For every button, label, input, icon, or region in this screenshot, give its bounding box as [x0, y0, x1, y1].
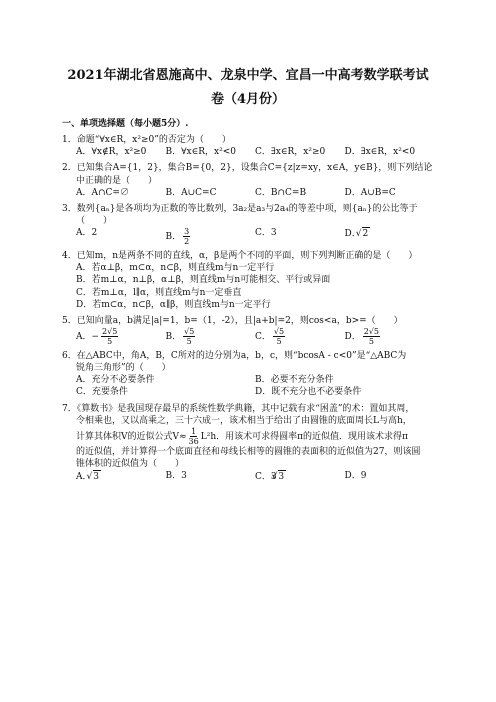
question-1-options [62, 146, 434, 158]
question-3-stem-cont: （ ） [76, 215, 113, 226]
question-2-options [62, 187, 434, 199]
option-d [345, 327, 435, 346]
option-d: D．既不充分也不必要条件 [255, 387, 362, 398]
question-7-options [62, 470, 434, 483]
question-4-option-d: D．若m⊂α，n⊂β，α∥β，则直线m与n一定平行 [76, 299, 271, 310]
exam-title-line1: 2021年湖北省恩施高中、龙泉中学、宜昌一中高考数学联考试 [67, 68, 429, 83]
denominator: 36 [188, 436, 199, 446]
option-c: C．3 [255, 228, 277, 239]
fraction [363, 327, 380, 346]
option-d: D．A∪B=C [344, 187, 396, 198]
option-a: A．∀x∉R，x²≥0 [76, 147, 147, 158]
sqrt-expression: √ 3 [93, 470, 101, 483]
question-6-stem-cont: 锐角三角形”的（ ） [76, 363, 171, 374]
option-a [76, 327, 166, 346]
question-3-options [62, 227, 434, 246]
sqrt-expression: √ 3 [278, 470, 286, 483]
exam-title-line2: 卷（4月份） [210, 92, 286, 107]
option-b: B．3 [165, 471, 187, 482]
question-7-line5: 锥体积的近似值为（ ） [76, 458, 185, 469]
denominator: 5 [276, 336, 282, 346]
question-4-option-c: C．若m⊥α，l∥α，则直线m与n一定垂直 [76, 287, 242, 298]
section-heading: 一、单项选择题（每小题5分）. [62, 119, 189, 129]
option-a: A．2 [76, 228, 98, 239]
question-4 [62, 250, 434, 311]
question-4-option-b: B．若m⊥α，n⊥β，α⊥β，则直线m与n可能相交、平行或异面 [76, 275, 331, 286]
option-d: D．∃x∈R，x²<0 [344, 147, 416, 158]
question-3-stem: 3．数列{aₙ}是各项均为正数的等比数列，3a₂是a₃与2a₄的等差中项，则{aₙ}的公比等于 [62, 203, 418, 214]
option-a: A．充分不必要条件 [76, 375, 155, 386]
question-2-stem-cont: 中正确的是（ ） [76, 175, 158, 186]
fraction [189, 427, 199, 446]
question-1-stem: 1．命题“∀x∈R，x²≥0”的否定为（ ） [62, 135, 231, 146]
fraction [183, 327, 195, 346]
numerator: 1 [191, 426, 197, 436]
question-6-options [62, 374, 434, 398]
option-b [166, 327, 256, 346]
option-b-label: B． [165, 232, 182, 243]
question-7-line4: 的近似值，并计算得一个底面直径和母线长相等的圆锥的表面积的近似值为27，则该圆 [76, 446, 421, 457]
option-a: A．A∩C=∅ [76, 187, 129, 198]
option-c: C．充要条件 [76, 387, 128, 398]
question-2 [62, 162, 434, 198]
option-a [76, 470, 166, 483]
fraction [101, 327, 118, 346]
option-c: C．B∩C=B [255, 187, 307, 198]
option-a-label: A．− [76, 331, 100, 342]
option-c-label: C．3 [255, 472, 277, 483]
option-d [345, 227, 435, 246]
option-d-label: D． [344, 331, 361, 342]
denominator: 5 [368, 336, 374, 346]
option-d-label: D． [344, 229, 361, 240]
numerator: 2√5 [363, 326, 379, 336]
option-b: B．∀x∈R，x²<0 [165, 147, 237, 158]
option-a-label: A． [76, 472, 92, 483]
denominator: 5 [186, 336, 192, 346]
option-d: D．9 [344, 471, 367, 482]
denominator: 5 [107, 336, 113, 346]
question-1 [62, 134, 434, 158]
question-7-line3 [62, 427, 434, 446]
sqrt-expression: √ 2 [362, 227, 370, 240]
numerator: √5 [273, 326, 285, 336]
option-c [255, 470, 345, 483]
question-4-option-a: A．若α⊥β，m⊂α，n⊂β，则直线m与n一定平行 [76, 263, 275, 274]
option-b: B．A∪C=C [165, 187, 217, 198]
numerator: 3 [184, 227, 190, 237]
question-7-line2: 令相乘也，又以高乘之，三十六成一，该术相当于给出了由圆锥的底面周长L与高h， [76, 415, 412, 426]
fraction [273, 327, 285, 346]
option-b [166, 227, 256, 246]
question-4-stem: 4．已知m，n是两条不同的直线，α，β是两个不同的平面，则下列判断正确的是（ ） [62, 251, 418, 262]
option-c: C．∃x∈R，x²≥0 [255, 147, 326, 158]
question-7-line1: 7．《算数书》是我国现存最早的系统性数学典籍，其中记载有求“困盖”的术：置如其周， [62, 403, 415, 414]
numerator: 2√5 [102, 326, 118, 336]
question-7 [62, 403, 434, 484]
question-5-options [62, 327, 434, 346]
question-5-stem: 5．已知向量a，b满足|a|=1，b=（1，-2），且|a+b|=2，则cos<a，b>=（ ） [62, 315, 403, 326]
formula-suffix: L²h．用该术可求得圆率π的近似值．现用该术求得π [200, 431, 408, 442]
question-5 [62, 315, 434, 346]
denominator: 2 [184, 237, 190, 247]
fraction [183, 227, 190, 246]
option-c-label: C． [255, 331, 271, 342]
question-2-stem: 2．已知集合A={1，2}，集合B={0，2}，设集合C={z|z=xy，x∈A，y∈B}，则下列结论 [62, 163, 433, 174]
option-b-label: B． [165, 331, 182, 342]
question-6 [62, 350, 434, 399]
option-b: B．必要不充分条件 [255, 375, 334, 386]
formula-prefix: 计算其体积V的近似公式V≈ [76, 431, 187, 442]
question-3 [62, 203, 434, 246]
question-6-stem: 6．在△ABC中，角A，B，C所对的边分别为a，b，c，则“bcosA - c<0”是“△ABC为 [62, 350, 407, 361]
option-c [255, 327, 345, 346]
numerator: √5 [184, 326, 195, 336]
